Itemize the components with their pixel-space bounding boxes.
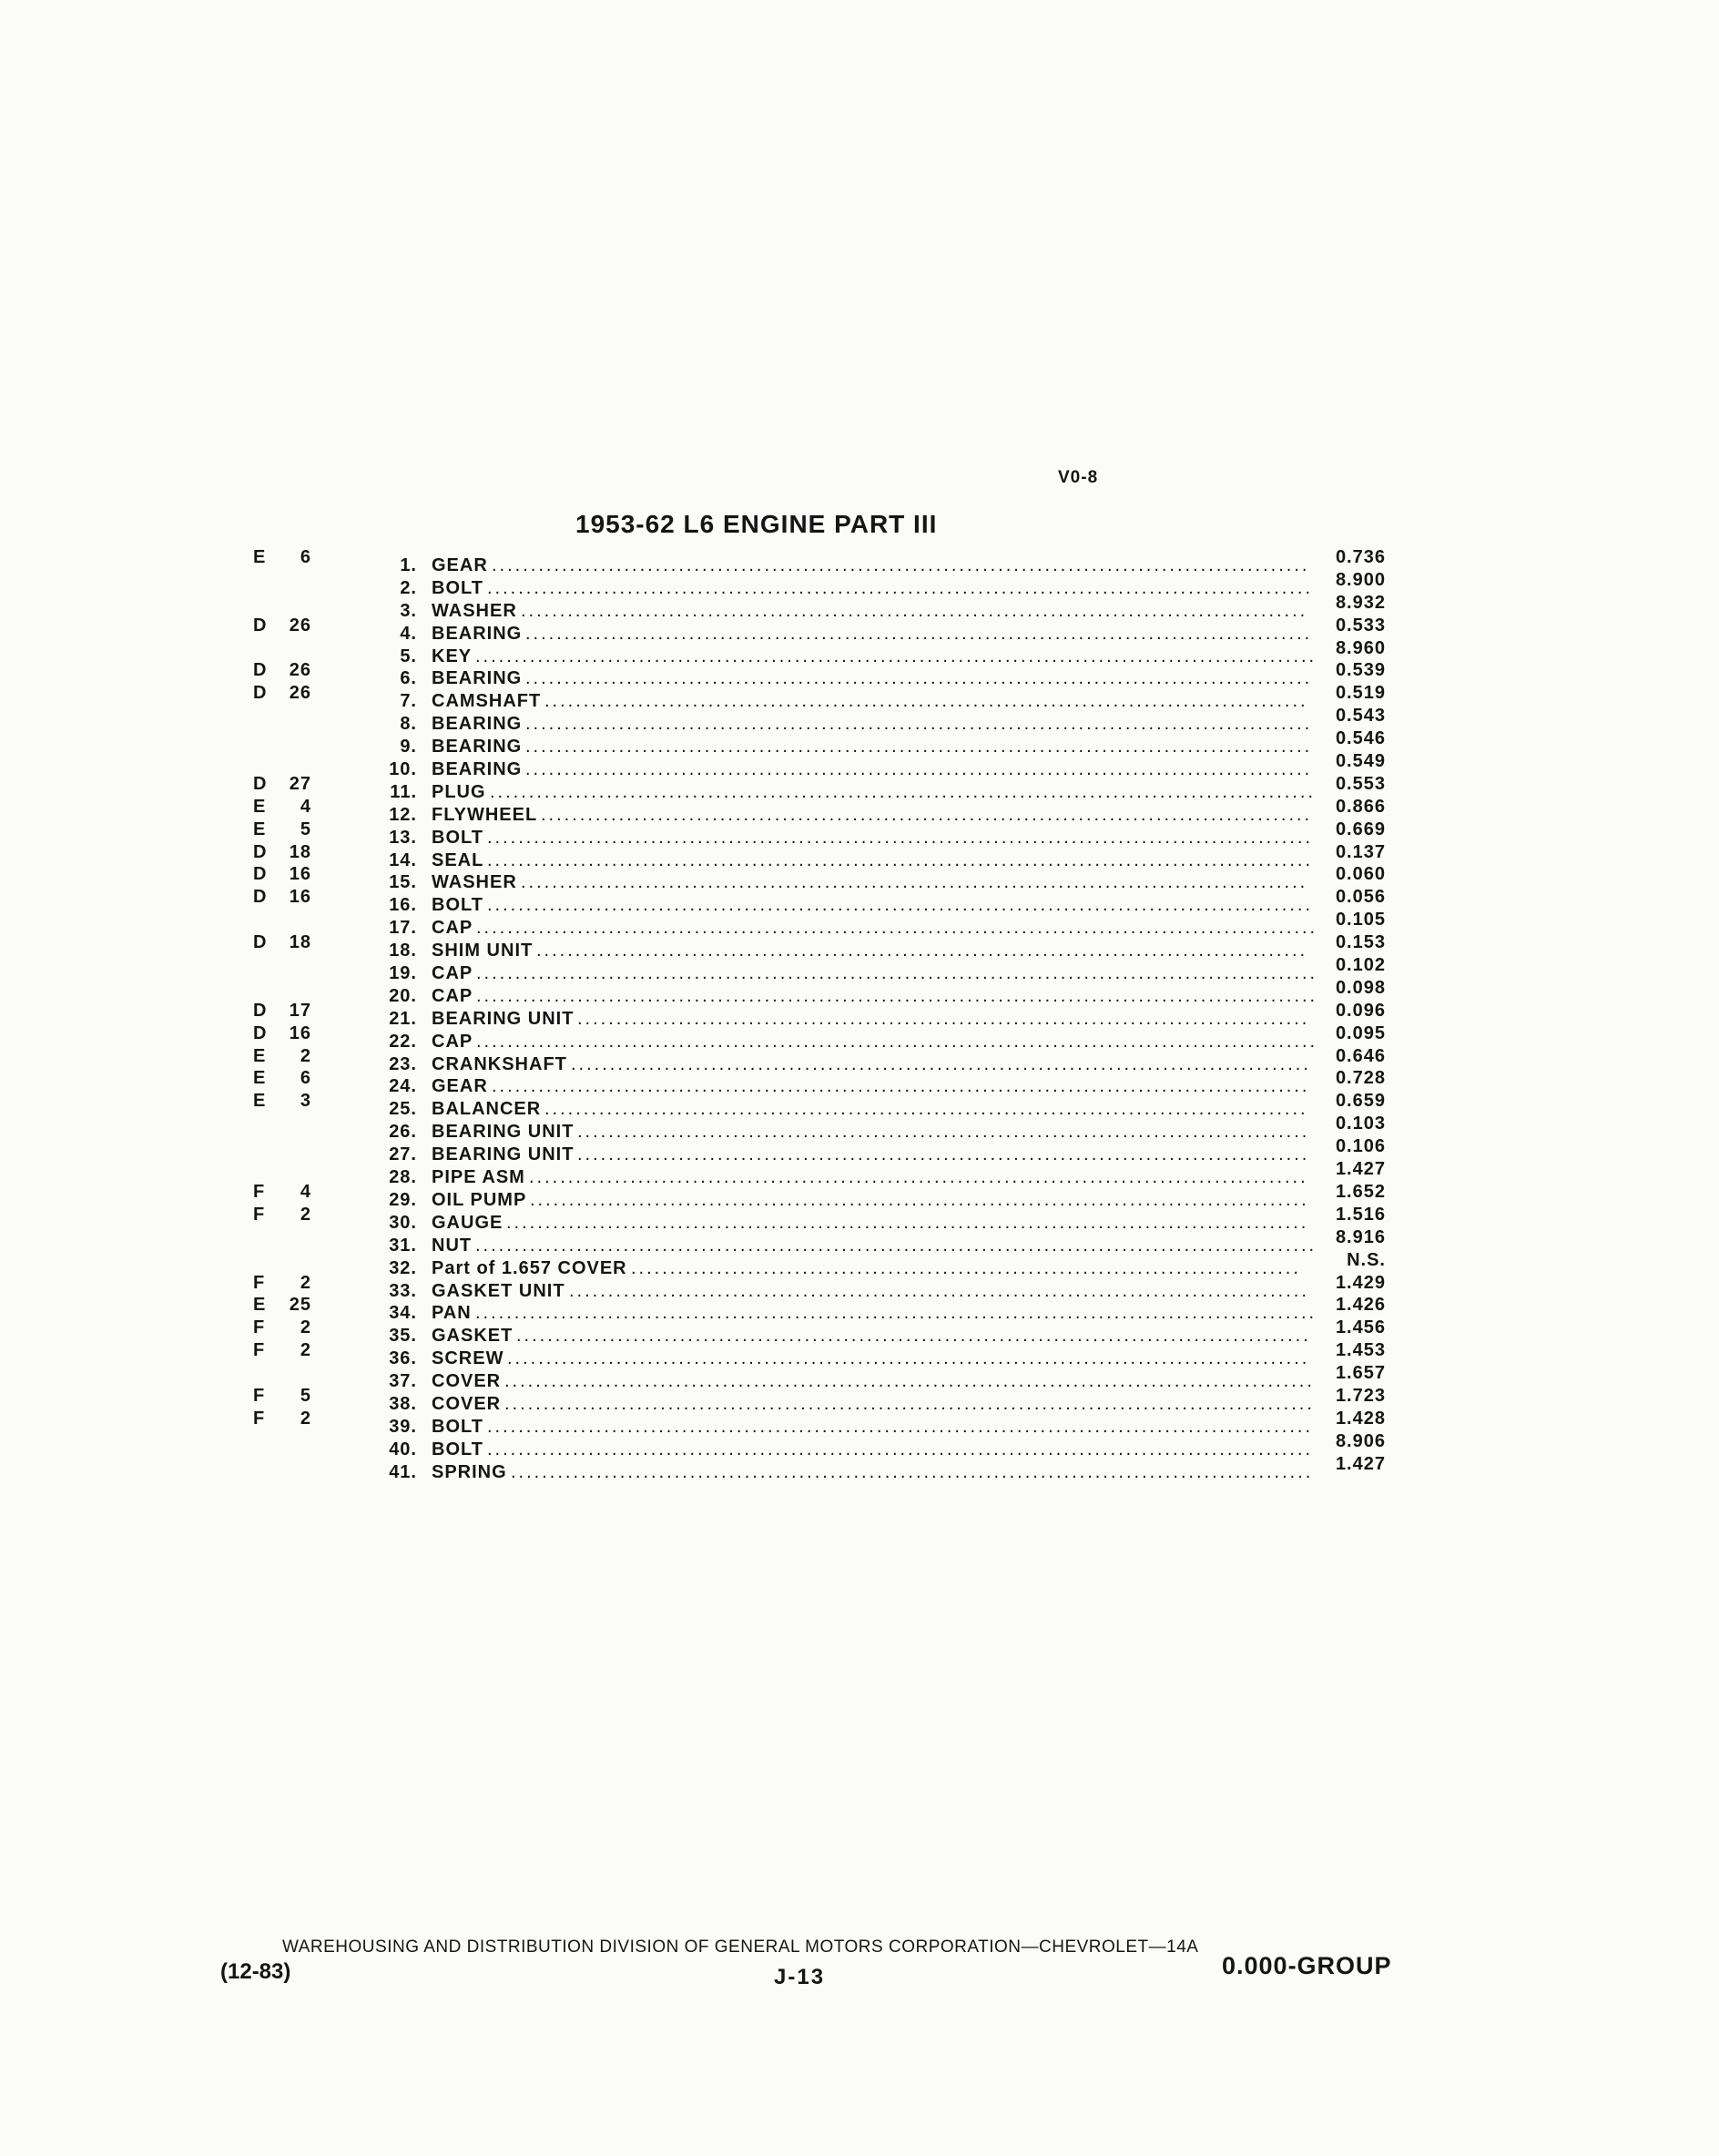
item-number: 41. (389, 1461, 417, 1482)
location-number: 3 (300, 1091, 311, 1112)
item-number: 31. (389, 1235, 417, 1256)
part-number: 0.866 (1335, 796, 1386, 817)
dot-leader: .............................................................................................. (577, 1144, 1310, 1165)
location-number: 27 (289, 773, 311, 794)
part-number: 0.539 (1335, 660, 1386, 681)
item-number: 5. (400, 646, 417, 666)
dot-leader: .............................................................................................. (577, 1008, 1310, 1029)
list-item (0, 1158, 1719, 1188)
location-number: 26 (289, 615, 311, 636)
location-letter: D (253, 864, 268, 885)
part-number: 0.137 (1335, 841, 1386, 862)
dot-leader: ..................................................................................................... (525, 737, 1313, 758)
dot-leader: .......................................................................................................... (490, 781, 1317, 802)
part-number: 1.428 (1335, 1408, 1386, 1429)
part-name: CAMSHAFT (432, 691, 542, 712)
item-number: 1. (400, 555, 417, 575)
list-item (0, 909, 1719, 939)
dot-leader: .......................................................................................................... (487, 827, 1314, 848)
location-letter: E (253, 796, 267, 817)
list-item (0, 863, 1719, 893)
part-number: 8.960 (1335, 637, 1386, 658)
dot-leader: ............................................................................................................ (475, 646, 1317, 666)
location-letter: F (253, 1317, 266, 1338)
dot-leader: ............................................................................................................ (475, 1303, 1317, 1324)
item-number: 11. (390, 781, 417, 802)
dot-leader: ............................................................................................... (571, 1053, 1311, 1074)
item-number: 22. (389, 1031, 417, 1052)
location-letter: E (253, 1045, 267, 1066)
part-number: 0.646 (1335, 1045, 1386, 1066)
part-number: 0.669 (1335, 819, 1386, 839)
location-letter: F (253, 1181, 266, 1202)
part-name: BEARING UNIT (432, 1144, 575, 1165)
part-number: 0.736 (1335, 547, 1386, 567)
item-number: 24. (389, 1076, 417, 1097)
item-number: 20. (389, 985, 417, 1006)
part-name: PLUG (432, 781, 486, 802)
list-item (0, 1430, 1719, 1459)
list-item (0, 1090, 1719, 1120)
part-number: 0.103 (1335, 1114, 1386, 1134)
item-number: 12. (389, 804, 417, 825)
item-number: 8. (400, 714, 417, 735)
list-item (0, 954, 1719, 984)
location-letter: D (253, 1000, 268, 1021)
location-number: 16 (289, 1022, 311, 1043)
location-number: 26 (289, 683, 311, 704)
part-number: 0.519 (1335, 683, 1386, 704)
location-number: 2 (300, 1045, 311, 1066)
dot-leader: ...................................................................................... (631, 1257, 1301, 1278)
part-name: BEARING (432, 737, 523, 758)
location-letter: D (253, 932, 268, 953)
part-name: GAUGE (432, 1212, 503, 1233)
location-letter: E (253, 819, 267, 839)
part-number: 1.516 (1335, 1204, 1386, 1225)
part-name: OIL PUMP (432, 1189, 527, 1210)
location-letter: E (253, 1295, 267, 1316)
part-name: CAP (432, 985, 473, 1006)
part-name: BEARING (432, 714, 523, 735)
list-item (0, 1339, 1719, 1369)
part-number: 0.095 (1335, 1022, 1386, 1043)
dot-leader: .............................................................................................. (577, 1122, 1310, 1143)
list-item (0, 750, 1719, 780)
part-name: BEARING (432, 668, 523, 689)
list-item (0, 1067, 1719, 1097)
dot-leader: ............................................................................................................ (476, 985, 1318, 1006)
item-number: 37. (389, 1371, 417, 1392)
location-letter: D (253, 887, 268, 908)
item-number: 6. (400, 668, 417, 689)
part-name: SEAL (432, 849, 484, 870)
dot-leader: .......................................................................................................... (487, 1439, 1314, 1459)
list-item (0, 1045, 1719, 1074)
part-number: 0.056 (1335, 887, 1386, 908)
part-name: KEY (432, 646, 473, 666)
part-number: N.S. (1347, 1249, 1386, 1270)
location-letter: D (253, 773, 268, 794)
part-number: 0.546 (1335, 728, 1386, 749)
dot-leader: ......................................................................................................... (492, 1076, 1310, 1097)
part-name: BOLT (432, 1416, 483, 1437)
list-item (0, 1000, 1719, 1029)
dot-leader: .......................................................................................................... (487, 577, 1314, 598)
part-number: 1.657 (1335, 1363, 1386, 1384)
part-number: 0.105 (1335, 910, 1386, 931)
location-letter: D (253, 615, 268, 636)
location-number: 4 (300, 1181, 311, 1202)
location-letter: D (253, 1022, 268, 1043)
location-letter: D (253, 683, 268, 704)
part-name: SPRING (432, 1461, 507, 1482)
item-number: 14. (389, 849, 417, 870)
item-number: 16. (389, 895, 417, 916)
location-letter: F (253, 1340, 266, 1361)
dot-leader: ........................................................................................................ (504, 1371, 1315, 1392)
footer-publisher-line: WAREHOUSING AND DISTRIBUTION DIVISION OF GENERAL MOTORS CORPORATION—CHEVROLET—14A (282, 1937, 1199, 1957)
part-name: COVER (432, 1393, 502, 1414)
part-name: CRANKSHAFT (432, 1053, 567, 1074)
dot-leader: ..................................................................................................... (525, 623, 1313, 644)
list-item (0, 569, 1719, 598)
location-number: 4 (300, 796, 311, 817)
dot-leader: ............................................................................................... (569, 1280, 1309, 1301)
list-item (0, 977, 1719, 1006)
part-number: 0.098 (1335, 977, 1386, 998)
part-number: 0.553 (1335, 773, 1386, 794)
part-name: WASHER (432, 872, 517, 893)
item-number: 26. (389, 1122, 417, 1143)
dot-leader: ............................................................................................................ (476, 963, 1318, 984)
part-number: 1.453 (1335, 1340, 1386, 1361)
dot-leader: .................................................................................................... (529, 1167, 1308, 1188)
location-number: 16 (289, 864, 311, 885)
part-number: 0.102 (1335, 955, 1386, 976)
dot-leader: ......................................................................................................... (492, 555, 1310, 575)
location-number: 26 (289, 660, 311, 681)
page-title: 1953-62 L6 ENGINE PART III (575, 510, 938, 538)
part-name: Part of 1.657 COVER (432, 1257, 627, 1278)
list-item (0, 682, 1719, 712)
list-item (0, 1408, 1719, 1437)
item-number: 2. (400, 577, 417, 598)
dot-leader: ................................................................................................... (536, 941, 1308, 961)
part-name: COVER (432, 1371, 502, 1392)
part-name: SCREW (432, 1348, 504, 1369)
location-number: 2 (300, 1204, 311, 1225)
dot-leader: .......................................................................................................... (487, 895, 1314, 916)
part-name: GEAR (432, 1076, 488, 1097)
location-number: 6 (300, 547, 311, 567)
list-item (0, 615, 1719, 644)
item-number: 13. (389, 827, 417, 848)
part-name: GASKET (432, 1326, 514, 1347)
location-letter: E (253, 1068, 267, 1089)
part-number: 0.543 (1335, 706, 1386, 727)
footer-date: (12-83) (220, 1959, 291, 1984)
part-number: 0.659 (1335, 1091, 1386, 1112)
list-item (0, 659, 1719, 689)
item-number: 7. (400, 691, 417, 712)
dot-leader: ....................................................................................................... (506, 1212, 1309, 1233)
list-item (0, 705, 1719, 735)
item-number: 38. (389, 1393, 417, 1414)
part-name: BOLT (432, 827, 483, 848)
list-item (0, 1294, 1719, 1324)
list-item (0, 1272, 1719, 1301)
part-name: CAP (432, 963, 473, 984)
list-item (0, 727, 1719, 758)
item-number: 18. (389, 941, 417, 961)
dot-leader: .......................................................................................................... (487, 849, 1314, 870)
item-number: 29. (389, 1189, 417, 1210)
dot-leader: ................................................................................................... (541, 804, 1313, 825)
location-number: 6 (300, 1068, 311, 1089)
dot-leader: ............................................................................................................ (476, 918, 1318, 939)
location-number: 18 (289, 932, 311, 953)
dot-leader: .......................................................................................................... (487, 1416, 1314, 1437)
list-item (0, 841, 1719, 870)
item-number: 21. (389, 1008, 417, 1029)
dot-leader: ........................................................................................................ (504, 1393, 1315, 1414)
location-number: 5 (300, 1385, 311, 1406)
dot-leader: ............................................................................................................ (475, 1235, 1317, 1256)
part-number: 8.906 (1335, 1430, 1386, 1451)
part-number: 1.723 (1335, 1385, 1386, 1406)
list-item (0, 637, 1719, 666)
part-number: 1.426 (1335, 1295, 1386, 1316)
item-number: 19. (389, 963, 417, 984)
location-letter: F (253, 1272, 266, 1293)
part-name: BOLT (432, 895, 483, 916)
part-number: 0.549 (1335, 751, 1386, 772)
part-name: GASKET UNIT (432, 1280, 565, 1301)
item-number: 39. (389, 1416, 417, 1437)
dot-leader: ............................................................................................................ (476, 1031, 1318, 1052)
item-number: 17. (389, 918, 417, 939)
dot-leader: ..................................................................................................... (525, 759, 1313, 780)
item-number: 35. (389, 1326, 417, 1347)
location-letter: D (253, 841, 268, 862)
part-name: BEARING UNIT (432, 1008, 575, 1029)
location-letter: F (253, 1385, 266, 1406)
list-item (0, 1453, 1719, 1482)
list-item (0, 819, 1719, 848)
footer-group: 0.000-GROUP (1222, 1952, 1392, 1979)
dot-leader: ...................................................................................................... (516, 1326, 1311, 1347)
list-item (0, 1249, 1719, 1278)
list-item (0, 1113, 1719, 1143)
part-number: 1.427 (1335, 1453, 1386, 1474)
list-item (0, 1226, 1719, 1256)
item-number: 28. (389, 1167, 417, 1188)
part-number: 0.728 (1335, 1068, 1386, 1089)
location-letter: E (253, 1091, 267, 1112)
item-number: 33. (389, 1280, 417, 1301)
footer-page-number: J-13 (774, 1965, 826, 1989)
part-number: 0.096 (1335, 1000, 1386, 1021)
dot-leader: ..................................................................................................... (525, 668, 1313, 689)
page-code: V0-8 (1058, 468, 1099, 487)
part-name: SHIM UNIT (432, 941, 534, 961)
location-number: 2 (300, 1340, 311, 1361)
item-number: 34. (389, 1303, 417, 1324)
dot-leader: ....................................................................................................... (507, 1348, 1310, 1369)
item-number: 4. (400, 623, 417, 644)
list-item (0, 1362, 1719, 1392)
list-item (0, 886, 1719, 916)
dot-leader: ..................................................................................................... (521, 872, 1308, 893)
item-number: 15. (389, 872, 417, 893)
dot-leader: .................................................................................................... (530, 1189, 1309, 1210)
part-number: 0.106 (1335, 1136, 1386, 1157)
list-item (0, 1317, 1719, 1347)
list-item (0, 592, 1719, 621)
item-number: 23. (389, 1053, 417, 1074)
part-name: NUT (432, 1235, 473, 1256)
dot-leader: .................................................................................................. (544, 1099, 1308, 1120)
part-number: 8.932 (1335, 592, 1386, 613)
part-number: 0.153 (1335, 932, 1386, 953)
location-number: 2 (300, 1408, 311, 1429)
dot-leader: ..................................................................................................... (525, 714, 1313, 735)
part-name: PAN (432, 1303, 472, 1324)
part-number: 1.652 (1335, 1181, 1386, 1202)
item-number: 27. (389, 1144, 417, 1165)
location-number: 25 (289, 1295, 311, 1316)
part-name: BEARING (432, 623, 523, 644)
dot-leader: .................................................................................................. (544, 691, 1308, 712)
location-number: 5 (300, 819, 311, 839)
item-number: 3. (400, 600, 417, 621)
part-name: BOLT (432, 577, 483, 598)
part-number: 8.916 (1335, 1226, 1386, 1247)
part-number: 0.533 (1335, 615, 1386, 636)
item-number: 30. (389, 1212, 417, 1233)
part-number: 1.429 (1335, 1272, 1386, 1293)
part-name: GEAR (432, 555, 488, 575)
location-letter: F (253, 1408, 266, 1429)
item-number: 36. (389, 1348, 417, 1369)
list-item (0, 1385, 1719, 1414)
part-name: FLYWHEEL (432, 804, 538, 825)
part-name: BALANCER (432, 1099, 542, 1120)
location-number: 17 (289, 1000, 311, 1021)
part-number: 1.456 (1335, 1317, 1386, 1338)
list-item (0, 1135, 1719, 1165)
item-number: 32. (389, 1257, 417, 1278)
item-number: 40. (389, 1439, 417, 1459)
item-number: 9. (400, 737, 417, 758)
part-number: 0.060 (1335, 864, 1386, 885)
list-item (0, 931, 1719, 961)
location-letter: F (253, 1204, 266, 1225)
part-name: BOLT (432, 1439, 483, 1459)
part-name: BEARING (432, 759, 523, 780)
list-item (0, 773, 1719, 802)
location-letter: D (253, 660, 268, 681)
part-name: BEARING UNIT (432, 1122, 575, 1143)
location-number: 16 (289, 887, 311, 908)
part-name: CAP (432, 918, 473, 939)
dot-leader: ....................................................................................................... (511, 1461, 1314, 1482)
part-name: CAP (432, 1031, 473, 1052)
location-letter: E (253, 547, 267, 567)
list-item (0, 546, 1719, 575)
part-name: PIPE ASM (432, 1167, 525, 1188)
part-number: 8.900 (1335, 569, 1386, 590)
item-number: 10. (389, 759, 417, 780)
dot-leader: ..................................................................................................... (521, 600, 1308, 621)
list-item (0, 1022, 1719, 1052)
list-item (0, 1204, 1719, 1233)
part-name: WASHER (432, 600, 517, 621)
location-number: 2 (300, 1317, 311, 1338)
list-item (0, 1181, 1719, 1210)
location-number: 2 (300, 1272, 311, 1293)
parts-list (0, 546, 1719, 1482)
list-item (0, 796, 1719, 825)
location-number: 18 (289, 841, 311, 862)
item-number: 25. (389, 1099, 417, 1120)
part-number: 1.427 (1335, 1159, 1386, 1180)
